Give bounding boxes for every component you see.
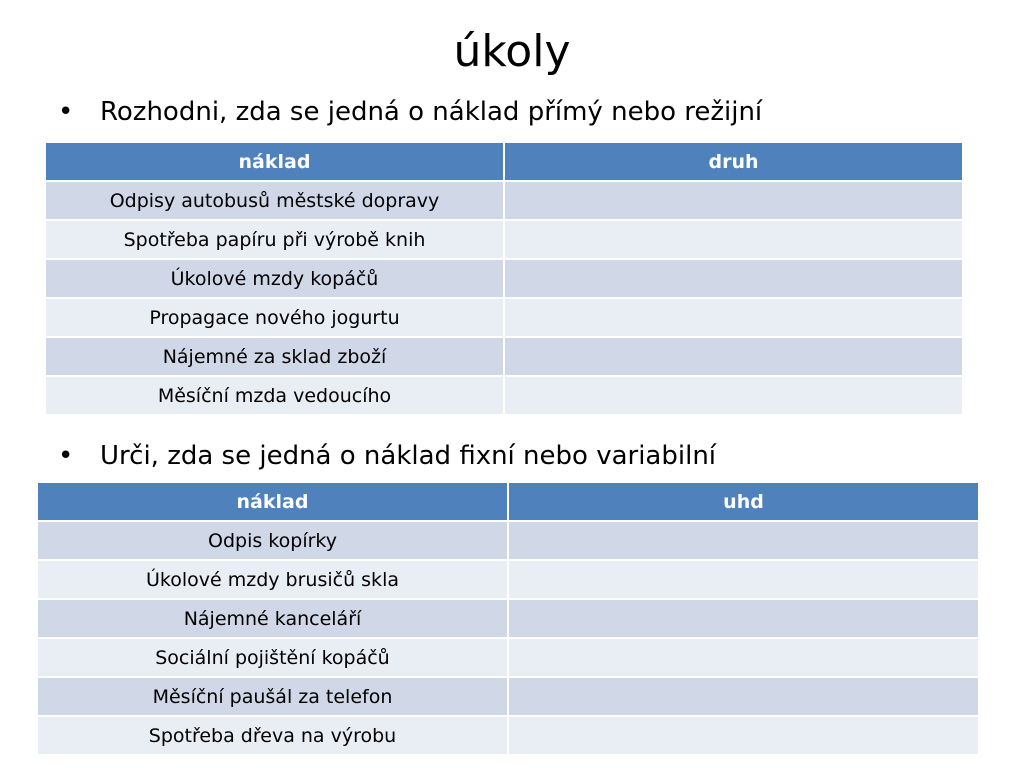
table-row xyxy=(37,560,979,599)
answer-cell[interactable] xyxy=(508,716,979,755)
fixed-variable-table xyxy=(36,481,980,756)
table-header-row xyxy=(45,142,963,181)
table-row xyxy=(45,220,963,259)
table-row xyxy=(45,181,963,220)
cost-item-cell: Odpis kopírky xyxy=(37,521,508,560)
cost-item-cell: Nájemné za sklad zboží xyxy=(45,337,504,376)
bullet-dot: • xyxy=(58,441,74,471)
answer-cell[interactable] xyxy=(508,521,979,560)
table-row xyxy=(37,521,979,560)
cost-item-cell: Spotřeba papíru při výrobě knih xyxy=(45,220,504,259)
answer-cell[interactable] xyxy=(504,220,963,259)
answer-cell[interactable] xyxy=(504,259,963,298)
answer-cell[interactable] xyxy=(508,599,979,638)
table-row xyxy=(45,376,963,415)
instruction-1 xyxy=(58,95,762,129)
table-row xyxy=(37,716,979,755)
cost-item-cell: Nájemné kanceláří xyxy=(37,599,508,638)
answer-cell[interactable] xyxy=(504,298,963,337)
table-row xyxy=(45,259,963,298)
table-row xyxy=(45,337,963,376)
column-header-naklad: náklad xyxy=(37,482,508,521)
answer-cell[interactable] xyxy=(508,677,979,716)
column-header-uhd: uhd xyxy=(508,482,979,521)
answer-cell[interactable] xyxy=(508,638,979,677)
cost-item-cell: Spotřeba dřeva na výrobu xyxy=(37,716,508,755)
table-row xyxy=(37,638,979,677)
cost-item-cell: Měsíční paušál za telefon xyxy=(37,677,508,716)
cost-item-cell: Úkolové mzdy brusičů skla xyxy=(37,560,508,599)
instruction-1-text: Rozhodni, zda se jedná o náklad přímý nebo režijní xyxy=(100,97,763,127)
table-row xyxy=(37,677,979,716)
cost-item-cell: Propagace nového jogurtu xyxy=(45,298,504,337)
cost-item-cell: Měsíční mzda vedoucího xyxy=(45,376,504,415)
column-header-naklad: náklad xyxy=(45,142,504,181)
table-row xyxy=(45,298,963,337)
answer-cell[interactable] xyxy=(504,376,963,415)
page-title: úkoly xyxy=(453,26,571,77)
cost-type-table xyxy=(44,141,964,416)
table-row xyxy=(37,599,979,638)
cost-item-cell: Úkolové mzdy kopáčů xyxy=(45,259,504,298)
column-header-druh: druh xyxy=(504,142,963,181)
table-header-row xyxy=(37,482,979,521)
bullet-dot: • xyxy=(58,97,74,127)
cost-item-cell: Sociální pojištění kopáčů xyxy=(37,638,508,677)
cost-item-cell: Odpisy autobusů městské dopravy xyxy=(45,181,504,220)
instruction-2 xyxy=(58,439,716,473)
answer-cell[interactable] xyxy=(508,560,979,599)
answer-cell[interactable] xyxy=(504,181,963,220)
answer-cell[interactable] xyxy=(504,337,963,376)
instruction-2-text: Urči, zda se jedná o náklad fixní nebo variabilní xyxy=(100,441,717,471)
